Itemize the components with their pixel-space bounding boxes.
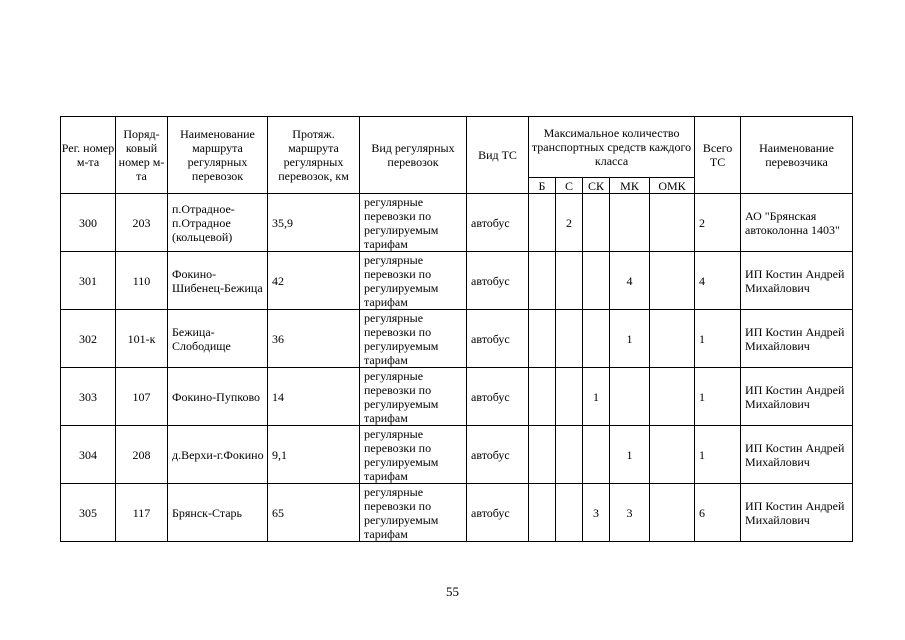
- cell-carrier: ИП Костин Андрей Михайлович: [741, 252, 853, 310]
- cell-length: 42: [268, 252, 360, 310]
- cell-route-name: Бежица-Слободище: [168, 310, 268, 368]
- cell-reg: 301: [61, 252, 116, 310]
- cell-class-b: [529, 252, 556, 310]
- cell-transport-type: регулярные перевозки по регулируемым тарифам: [360, 484, 467, 542]
- cell-class-sk: [583, 426, 610, 484]
- cell-carrier: АО "Брянская автоколонна 1403": [741, 194, 853, 252]
- cell-class-b: [529, 368, 556, 426]
- cell-seq: 208: [116, 426, 168, 484]
- cell-class-b: [529, 484, 556, 542]
- cell-class-mk: 1: [610, 426, 650, 484]
- cell-class-mk: 3: [610, 484, 650, 542]
- cell-length: 65: [268, 484, 360, 542]
- cell-class-mk: [610, 194, 650, 252]
- header-vehicle-type: Вид ТС: [467, 117, 529, 194]
- cell-carrier: ИП Костин Андрей Михайлович: [741, 484, 853, 542]
- cell-seq: 203: [116, 194, 168, 252]
- cell-class-mk: [610, 368, 650, 426]
- table-row: [61, 426, 853, 484]
- cell-class-s: [556, 252, 583, 310]
- cell-class-sk: [583, 194, 610, 252]
- cell-total: 2: [695, 194, 741, 252]
- cell-carrier: ИП Костин Андрей Михайлович: [741, 310, 853, 368]
- header-max-vehicle-count: Максимальное количество транспортных средств каждого класса: [529, 117, 695, 178]
- header-transport-type: Вид регулярных перевозок: [360, 117, 467, 194]
- cell-class-s: [556, 484, 583, 542]
- cell-seq: 107: [116, 368, 168, 426]
- cell-class-s: 2: [556, 194, 583, 252]
- cell-route-name: Фокино-Шибенец-Бежица: [168, 252, 268, 310]
- cell-vehicle: автобус: [467, 194, 529, 252]
- table-row: [61, 310, 853, 368]
- cell-transport-type: регулярные перевозки по регулируемым тарифам: [360, 368, 467, 426]
- cell-class-b: [529, 194, 556, 252]
- cell-route-name: Брянск-Старь: [168, 484, 268, 542]
- header-route-length: Протяж. маршрута регулярных перевозок, км: [268, 117, 360, 194]
- cell-class-sk: [583, 310, 610, 368]
- cell-length: 36: [268, 310, 360, 368]
- cell-length: 35,9: [268, 194, 360, 252]
- header-seq-number: Поряд-ковый номер м-та: [116, 117, 168, 194]
- cell-class-s: [556, 426, 583, 484]
- cell-class-s: [556, 310, 583, 368]
- cell-total: 1: [695, 368, 741, 426]
- header-class-s: С: [556, 178, 583, 194]
- cell-length: 14: [268, 368, 360, 426]
- header-class-omk: ОМК: [650, 178, 695, 194]
- table-row: [61, 484, 853, 542]
- cell-class-omk: [650, 426, 695, 484]
- cell-class-omk: [650, 252, 695, 310]
- cell-class-omk: [650, 194, 695, 252]
- routes-table: [60, 116, 853, 542]
- cell-vehicle: автобус: [467, 310, 529, 368]
- cell-route-name: Фокино-Пупково: [168, 368, 268, 426]
- page-number: 55: [446, 584, 459, 599]
- cell-route-name: п.Отрадное-п.Отрадное (кольцевой): [168, 194, 268, 252]
- cell-seq: 117: [116, 484, 168, 542]
- table-row: [61, 368, 853, 426]
- cell-class-mk: 1: [610, 310, 650, 368]
- cell-length: 9,1: [268, 426, 360, 484]
- cell-transport-type: регулярные перевозки по регулируемым тарифам: [360, 426, 467, 484]
- header-carrier-name: Наименование перевозчика: [741, 117, 853, 194]
- cell-total: 1: [695, 426, 741, 484]
- cell-reg: 305: [61, 484, 116, 542]
- cell-reg: 300: [61, 194, 116, 252]
- cell-seq: 110: [116, 252, 168, 310]
- cell-class-b: [529, 310, 556, 368]
- cell-total: 6: [695, 484, 741, 542]
- cell-reg: 304: [61, 426, 116, 484]
- header-route-name: Наименование маршрута регулярных перевозок: [168, 117, 268, 194]
- cell-transport-type: регулярные перевозки по регулируемым тарифам: [360, 310, 467, 368]
- cell-seq: 101-к: [116, 310, 168, 368]
- header-class-b: Б: [529, 178, 556, 194]
- cell-class-sk: 1: [583, 368, 610, 426]
- cell-carrier: ИП Костин Андрей Михайлович: [741, 426, 853, 484]
- cell-vehicle: автобус: [467, 368, 529, 426]
- cell-total: 1: [695, 310, 741, 368]
- cell-reg: 303: [61, 368, 116, 426]
- cell-class-sk: 3: [583, 484, 610, 542]
- header-reg-number: Рег. номер м-та: [61, 117, 116, 194]
- table-row: [61, 194, 853, 252]
- cell-reg: 302: [61, 310, 116, 368]
- cell-class-mk: 4: [610, 252, 650, 310]
- cell-vehicle: автобус: [467, 484, 529, 542]
- cell-carrier: ИП Костин Андрей Михайлович: [741, 368, 853, 426]
- cell-class-omk: [650, 368, 695, 426]
- cell-transport-type: регулярные перевозки по регулируемым тарифам: [360, 194, 467, 252]
- cell-total: 4: [695, 252, 741, 310]
- header-class-mk: МК: [610, 178, 650, 194]
- cell-class-omk: [650, 310, 695, 368]
- cell-class-b: [529, 426, 556, 484]
- cell-class-s: [556, 368, 583, 426]
- cell-class-omk: [650, 484, 695, 542]
- cell-vehicle: автобус: [467, 426, 529, 484]
- cell-route-name: д.Верхи-г.Фокино: [168, 426, 268, 484]
- header-class-sk: СК: [583, 178, 610, 194]
- table-row: [61, 252, 853, 310]
- header-total-vehicles: Всего ТС: [695, 117, 741, 194]
- cell-transport-type: регулярные перевозки по регулируемым тарифам: [360, 252, 467, 310]
- cell-class-sk: [583, 252, 610, 310]
- cell-vehicle: автобус: [467, 252, 529, 310]
